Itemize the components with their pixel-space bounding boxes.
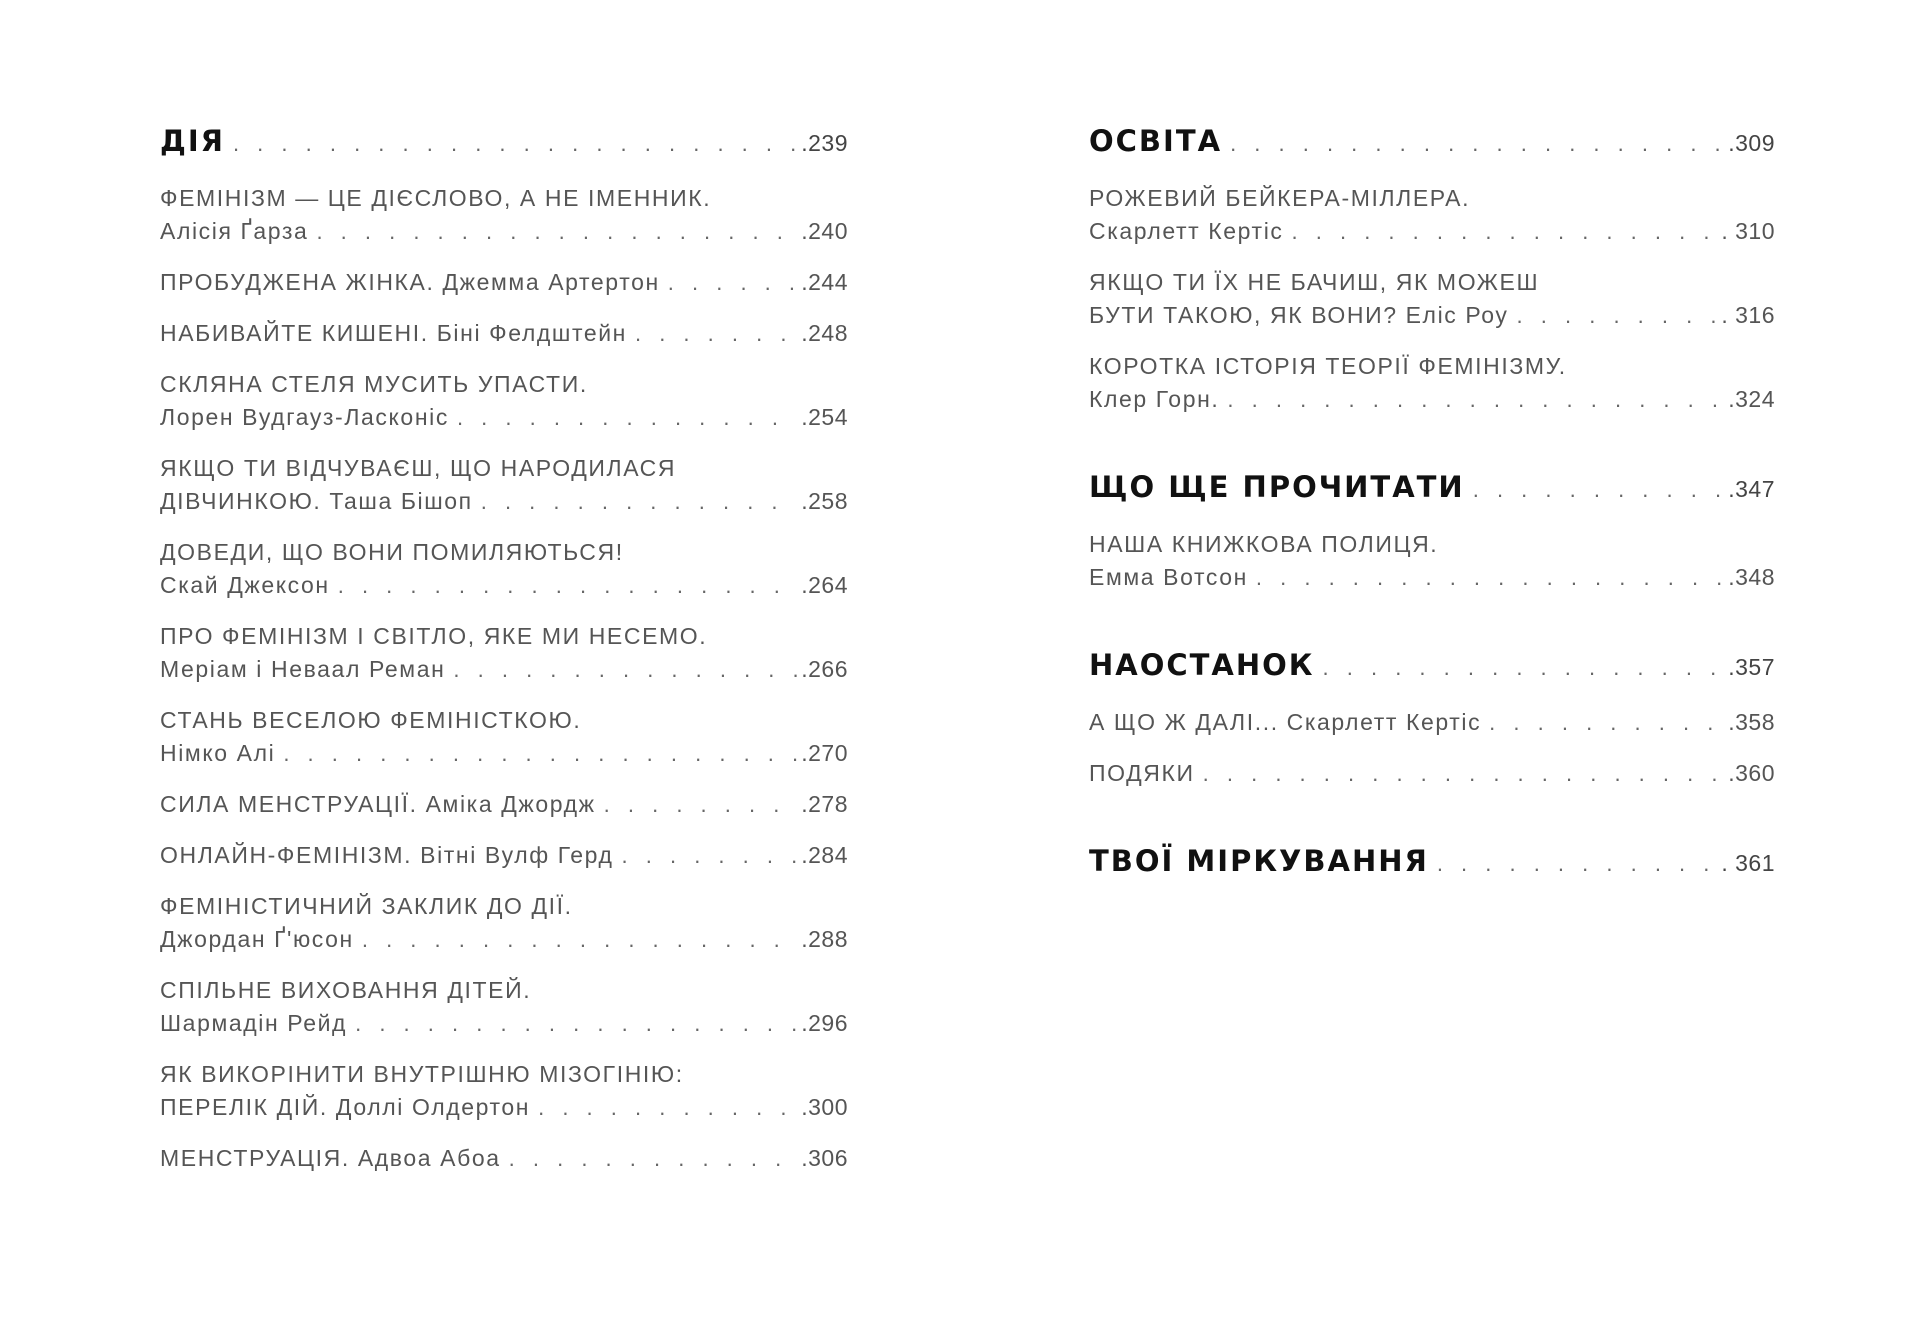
page-number: .270 <box>801 740 848 766</box>
dot-leader <box>1256 561 1724 594</box>
entry-line <box>160 839 848 872</box>
dot-leader <box>453 653 797 686</box>
entry-title: ЯКЩО ТИ ВІДЧУВАЄШ, ЩО НАРОДИЛАСЯ <box>160 455 677 481</box>
page-number: .348 <box>1728 564 1775 590</box>
entry-title: ЯКЩО ТИ ЇХ НЕ БАЧИШ, ЯК МОЖЕШ <box>1089 269 1540 295</box>
entry-text: ОНЛАЙН-ФЕМІНІЗМ. Вітні Вулф Герд <box>160 842 614 868</box>
toc-entry[interactable] <box>1089 266 1775 332</box>
entry-text: ДІВЧИНКОЮ. Таша Бішоп <box>160 488 473 514</box>
right-column <box>1089 124 1775 902</box>
dot-leader <box>283 737 797 770</box>
entry-line <box>160 317 848 350</box>
dot-leader <box>1323 655 1725 681</box>
section-title: ДІЯ <box>160 124 225 158</box>
entry-text: Клер Горн. <box>1089 386 1220 412</box>
entry-line <box>160 737 848 770</box>
entry-line <box>160 923 848 956</box>
entry-title: СКЛЯНА СТЕЛЯ МУСИТЬ УПАСТИ. <box>160 371 588 397</box>
entry-text: ПЕРЕЛІК ДІЙ. Доллі Олдертон <box>160 1094 531 1120</box>
entry-line <box>160 485 848 518</box>
toc-entry[interactable] <box>1089 706 1775 739</box>
dot-leader <box>481 485 798 518</box>
toc-entry[interactable] <box>160 704 848 770</box>
page-number: .288 <box>801 926 848 952</box>
entry-line <box>1089 561 1775 594</box>
page-number: .266 <box>801 656 848 682</box>
toc-entry[interactable] <box>160 452 848 518</box>
section-title: НАОСТАНОК <box>1089 648 1315 682</box>
page-number: .309 <box>1728 130 1775 156</box>
dot-leader <box>362 923 797 956</box>
entry-line <box>160 569 848 602</box>
dot-leader <box>457 401 797 434</box>
dot-leader <box>668 266 797 299</box>
entry-title: СПІЛЬНЕ ВИХОВАННЯ ДІТЕЙ. <box>160 977 532 1003</box>
page-number: .239 <box>801 130 848 156</box>
entry-title: ФЕМІНІСТИЧНИЙ ЗАКЛИК ДО ДІЇ. <box>160 893 573 919</box>
toc-entry[interactable] <box>160 1058 848 1124</box>
page-number: .324 <box>1728 386 1775 412</box>
toc-entry[interactable] <box>160 317 848 350</box>
page-number: .347 <box>1728 476 1775 502</box>
toc-entry[interactable] <box>160 266 848 299</box>
entry-text: Німко Алі <box>160 740 276 766</box>
entry-text: Емма Вотсон <box>1089 564 1248 590</box>
entry-text: Меріам і Неваал Реман <box>160 656 446 682</box>
dot-leader <box>1437 851 1718 877</box>
entry-line <box>160 1091 848 1124</box>
toc-entry[interactable] <box>160 788 848 821</box>
page-number: .248 <box>801 320 848 346</box>
page-number: .360 <box>1728 760 1775 786</box>
entry-text: Джордан Ґ'юсон <box>160 926 354 952</box>
entry-text: Скарлетт Кертіс <box>1089 218 1284 244</box>
toc-entry[interactable] <box>160 839 848 872</box>
dot-leader <box>1230 131 1724 157</box>
entry-text: БУТИ ТАКОЮ, ЯК ВОНИ? Еліс Роу <box>1089 302 1509 328</box>
dot-leader <box>355 1007 797 1040</box>
page-number: .278 <box>801 791 848 817</box>
toc-entry[interactable] <box>160 1142 848 1175</box>
dot-leader <box>1203 757 1725 790</box>
dot-leader <box>316 215 797 248</box>
entry-line <box>160 1142 848 1175</box>
toc-entry[interactable] <box>1089 757 1775 790</box>
section-gap <box>1089 434 1775 470</box>
entry-text: СИЛА МЕНСТРУАЦІЇ. Аміка Джордж <box>160 791 596 817</box>
section-title: ЩО ЩЕ ПРОЧИТАТИ <box>1089 470 1465 504</box>
entry-title: НАША КНИЖКОВА ПОЛИЦЯ. <box>1089 531 1439 557</box>
page-number: . 310 <box>1721 218 1775 244</box>
entry-line <box>160 401 848 434</box>
page-number: .254 <box>801 404 848 430</box>
dot-leader <box>1517 299 1718 332</box>
section-title: ОСВІТА <box>1089 124 1223 158</box>
entry-title: СТАНЬ ВЕСЕЛОЮ ФЕМІНІСТКОЮ. <box>160 707 582 733</box>
section-gap <box>1089 612 1775 648</box>
dot-leader <box>622 839 798 872</box>
entry-title: ЯК ВИКОРІНИТИ ВНУТРІШНЮ МІЗОГІНІЮ: <box>160 1061 684 1087</box>
page-number: .300 <box>801 1094 848 1120</box>
page-number: .358 <box>1728 709 1775 735</box>
dot-leader <box>1227 383 1724 416</box>
entry-title: ПРО ФЕМІНІЗМ І СВІТЛО, ЯКЕ МИ НЕСЕМО. <box>160 623 708 649</box>
entry-line <box>160 215 848 248</box>
page-number: .244 <box>801 269 848 295</box>
page-number: . 361 <box>1721 850 1775 876</box>
entry-title: РОЖЕВИЙ БЕЙКЕРА-МІЛЛЕРА. <box>1089 185 1471 211</box>
page-number: . 316 <box>1721 302 1775 328</box>
entry-text: ПОДЯКИ <box>1089 760 1195 786</box>
dot-leader <box>604 788 798 821</box>
toc-entry[interactable] <box>160 368 848 434</box>
dot-leader <box>538 1091 797 1124</box>
entry-line <box>1089 757 1775 790</box>
dot-leader <box>338 569 798 602</box>
section-heading[interactable] <box>1089 470 1775 520</box>
section-title: ТВОЇ МІРКУВАННЯ <box>1089 844 1429 878</box>
toc-entry[interactable] <box>160 974 848 1040</box>
dot-leader <box>509 1142 798 1175</box>
section-gap <box>1089 808 1775 844</box>
entry-text: МЕНСТРУАЦІЯ. Адвоа Абоа <box>160 1145 501 1171</box>
page-number: .240 <box>801 218 848 244</box>
entry-text: Лорен Вудгауз-Ласконіс <box>160 404 449 430</box>
page-number: .306 <box>801 1145 848 1171</box>
dot-leader <box>233 131 797 157</box>
page-number: .258 <box>801 488 848 514</box>
entry-line <box>1089 299 1775 332</box>
section-heading[interactable] <box>1089 124 1775 174</box>
toc-entry[interactable] <box>160 890 848 956</box>
section-heading[interactable] <box>1089 844 1775 894</box>
entry-text: Алісія Ґарза <box>160 218 309 244</box>
toc-entry[interactable] <box>160 620 848 686</box>
page-number: .357 <box>1728 654 1775 680</box>
entry-line <box>1089 383 1775 416</box>
entry-title: ФЕМІНІЗМ — ЦЕ ДІЄСЛОВО, А НЕ ІМЕННИК. <box>160 185 712 211</box>
dot-leader <box>635 317 797 350</box>
entry-line <box>1089 215 1775 248</box>
entry-text: ПРОБУДЖЕНА ЖІНКА. Джемма Артертон <box>160 269 660 295</box>
toc-entry[interactable] <box>1089 528 1775 594</box>
page-number: .284 <box>801 842 848 868</box>
section-heading <box>160 124 848 174</box>
toc-entry[interactable] <box>160 182 848 248</box>
entry-title: КОРОТКА ІСТОРІЯ ТЕОРІЇ ФЕМІНІЗМУ. <box>1089 353 1567 379</box>
dot-leader <box>1292 215 1718 248</box>
entry-list <box>160 182 848 1175</box>
toc-entry[interactable] <box>1089 182 1775 248</box>
entry-title: ДОВЕДИ, ЩО ВОНИ ПОМИЛЯЮТЬСЯ! <box>160 539 624 565</box>
entry-line <box>160 788 848 821</box>
entry-line <box>160 1007 848 1040</box>
page-number: .264 <box>801 572 848 598</box>
section-heading[interactable] <box>1089 648 1775 698</box>
page-number: .296 <box>801 1010 848 1036</box>
toc-entry[interactable] <box>1089 350 1775 416</box>
toc-entry[interactable] <box>160 536 848 602</box>
entry-text: Шармадін Рейд <box>160 1010 348 1036</box>
left-column <box>160 124 848 1193</box>
entry-line <box>160 266 848 299</box>
entry-text: НАБИВАЙТЕ КИШЕНІ. Біні Фелдштейн <box>160 320 627 346</box>
dot-leader <box>1489 706 1724 739</box>
entry-text: А ЩО Ж ДАЛІ... Скарлетт Кертіс <box>1089 709 1482 735</box>
entry-line <box>160 653 848 686</box>
entry-text: Скай Джексон <box>160 572 330 598</box>
entry-line <box>1089 706 1775 739</box>
dot-leader <box>1473 477 1725 503</box>
